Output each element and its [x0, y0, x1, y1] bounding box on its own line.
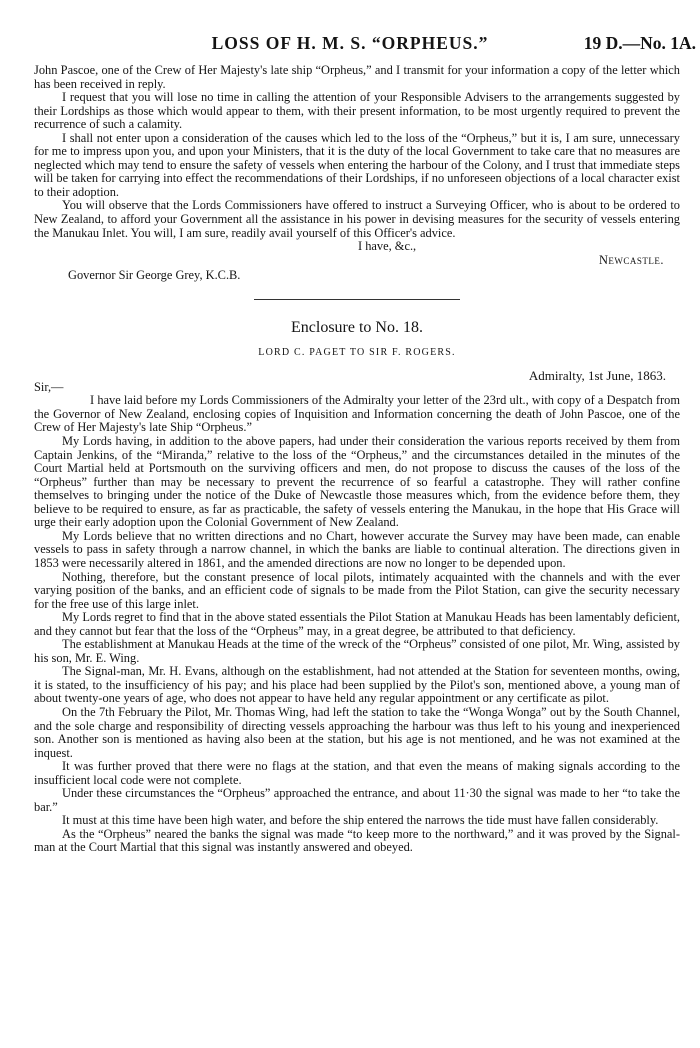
enclosure-paragraph: The Signal-man, Mr. H. Evans, although on the establishment, had not attended at the Station for seventeen months, owing, it is stated, to the insufficiency of his pay; and his place had been supplied by the Pilot's son, mentioned above, a young man of about twenty-one years of age, who does not appear to have held any regular appointment or any certificate as pilot.	[34, 664, 680, 706]
enclosure-paragraph: It must at this time have been high water, and before the ship entered the narrows the tide must have fallen considerably.	[62, 813, 659, 828]
enclosure-paragraph: Under these circumstances the “Orpheus” approached the entrance, and about 11·30 the signal was made to her “to take the bar.”	[34, 786, 680, 814]
enclosure	[34, 318, 680, 855]
enclosure-salutation: Sir,—	[34, 379, 64, 394]
enclosure-paragraph: I have laid before my Lords Commissioners of the Admiralty your letter of the 23rd ult., with copy of a Despatch from the Governor of New Zealand, enclosing copies of Inquisition and Information concerning the death of John Pascoe, one of the Crew of Her Majesty's late Ship “Orpheus.”	[34, 393, 680, 435]
letter-addressee: Governor Sir George Grey, K.C.B.	[68, 268, 241, 283]
letter-closing: I have, &c.,	[358, 239, 417, 254]
enclosure-paragraph: The establishment at Manukau Heads at the time of the wreck of the “Orpheus” consisted of one pilot, Mr. Wing, assisted by his son, Mr. E. Wing.	[34, 637, 680, 665]
section-divider	[254, 299, 460, 300]
enclosure-paragraph: It was further proved that there were no flags at the station, and that even the means of making signals according to the insufficient local code were not complete.	[34, 759, 680, 787]
enclosure-paragraph: My Lords regret to find that in the above stated essentials the Pilot Station at Manukau Heads has been lamentably deficient, and they cannot but fear that the loss of the “Orpheus” may, in a great degree, be attributed to that deficiency.	[34, 610, 680, 638]
letter-paragraph: John Pascoe, one of the Crew of Her Majesty's late ship “Orpheus,” and I transmit for your information a copy of the letter which has been received in reply.	[34, 63, 680, 91]
enclosure-paragraph: My Lords having, in addition to the above papers, had under their consideration the various reports received by them from Captain Jenkins, of the “Miranda,” relative to the loss of the “Orpheus,” and the circumstances detailed in the minutes of the Court Martial held at Portsmouth on the surviving officers and men, do not propose to discuss the causes of the loss of the “Orpheus” further than may be necessary to prevent the recurrence of so fearful a catastrophe. They will rather confine themselves to bringing under the notice of the Duke of Newcastle those measures which, from the evidence before them, they believe to be required to ensure, as far as practicable, the safety of vessels entering the Manukau, in the hope that His Grace will urge their early adoption upon the Colonial Government of New Zealand.	[34, 434, 680, 530]
enclosure-dateline: Admiralty, 1st June, 1863.	[528, 368, 666, 384]
enclosure-paragraph: My Lords believe that no written directions and no Chart, however accurate the Survey may have been made, can enable vessels to pass in safety through a narrow channel, in which the banks are liable to continual alteration. The directions given in 1853 were necessarily altered in 1861, and the amended directions are now no longer to be depended upon.	[34, 528, 680, 570]
despatch-letter	[34, 64, 680, 283]
letter-signature: Newcastle.	[598, 252, 664, 267]
enclosure-paragraph: Nothing, therefore, but the constant presence of local pilots, intimately acquainted with the channels and with the ever varying position of the banks, and an efficient code of signals to be made from the Pilot Station, can give the security necessary for the free use of this large inlet.	[34, 569, 680, 611]
running-title: LOSS OF H. M. S. “ORPHEUS.”	[211, 33, 489, 53]
enclosure-title: Enclosure to No. 18.	[291, 318, 423, 336]
letter-paragraph: You will observe that the Lords Commissioners have offered to instruct a Surveying Officer, who is about to be ordered to New Zealand, to afford your Government all the assistance in his power in devising measures for the security of vessels entering the Manukau Inlet. You will, I am sure, readily avail yourself of this Officer's advice.	[34, 198, 680, 240]
enclosure-subtitle: LORD C. PAGET TO SIR F. ROGERS.	[258, 346, 456, 358]
enclosure-paragraph: On the 7th February the Pilot, Mr. Thomas Wing, had left the station to take the “Wonga Wonga” out by the South Channel, and the sole charge and responsibility of directing vessels approaching the harbour was thus left to his young and inexperienced son. Another son is mentioned as having also been at the station, but his age is not mentioned, and he was not examined at the inquest.	[34, 704, 680, 760]
page-header	[0, 33, 700, 57]
document-body	[34, 64, 680, 855]
letter-paragraph: I shall not enter upon a consideration of the causes which led to the loss of the “Orpheus,” but it is, I am sure, unnecessary for me to impress upon you, and upon your Ministers, that it is the duty of the local Government to take care that no measures are neglected which may tend to ensure the safety of vessels when entering the harbour of the Colony, and I trust that immediate steps will be taken for carrying into effect the recommendations of their Lordships, if no unforeseen objections of a local character exist to their adoption.	[34, 130, 680, 199]
enclosure-paragraph: As the “Orpheus” neared the banks the signal was made “to keep more to the northward,” and it was proved by the Signal-man at the Court Martial that this signal was instantly answered and obeyed.	[34, 826, 680, 855]
letter-paragraph: I request that you will lose no time in calling the attention of your Responsible Advisers to the arrangements suggested by their Lordships as those which would appear to them, with their present information, to be most urgently required to prevent the recurrence of such a calamity.	[34, 90, 680, 132]
page-reference: 19 D.—No. 1A.	[583, 33, 696, 53]
